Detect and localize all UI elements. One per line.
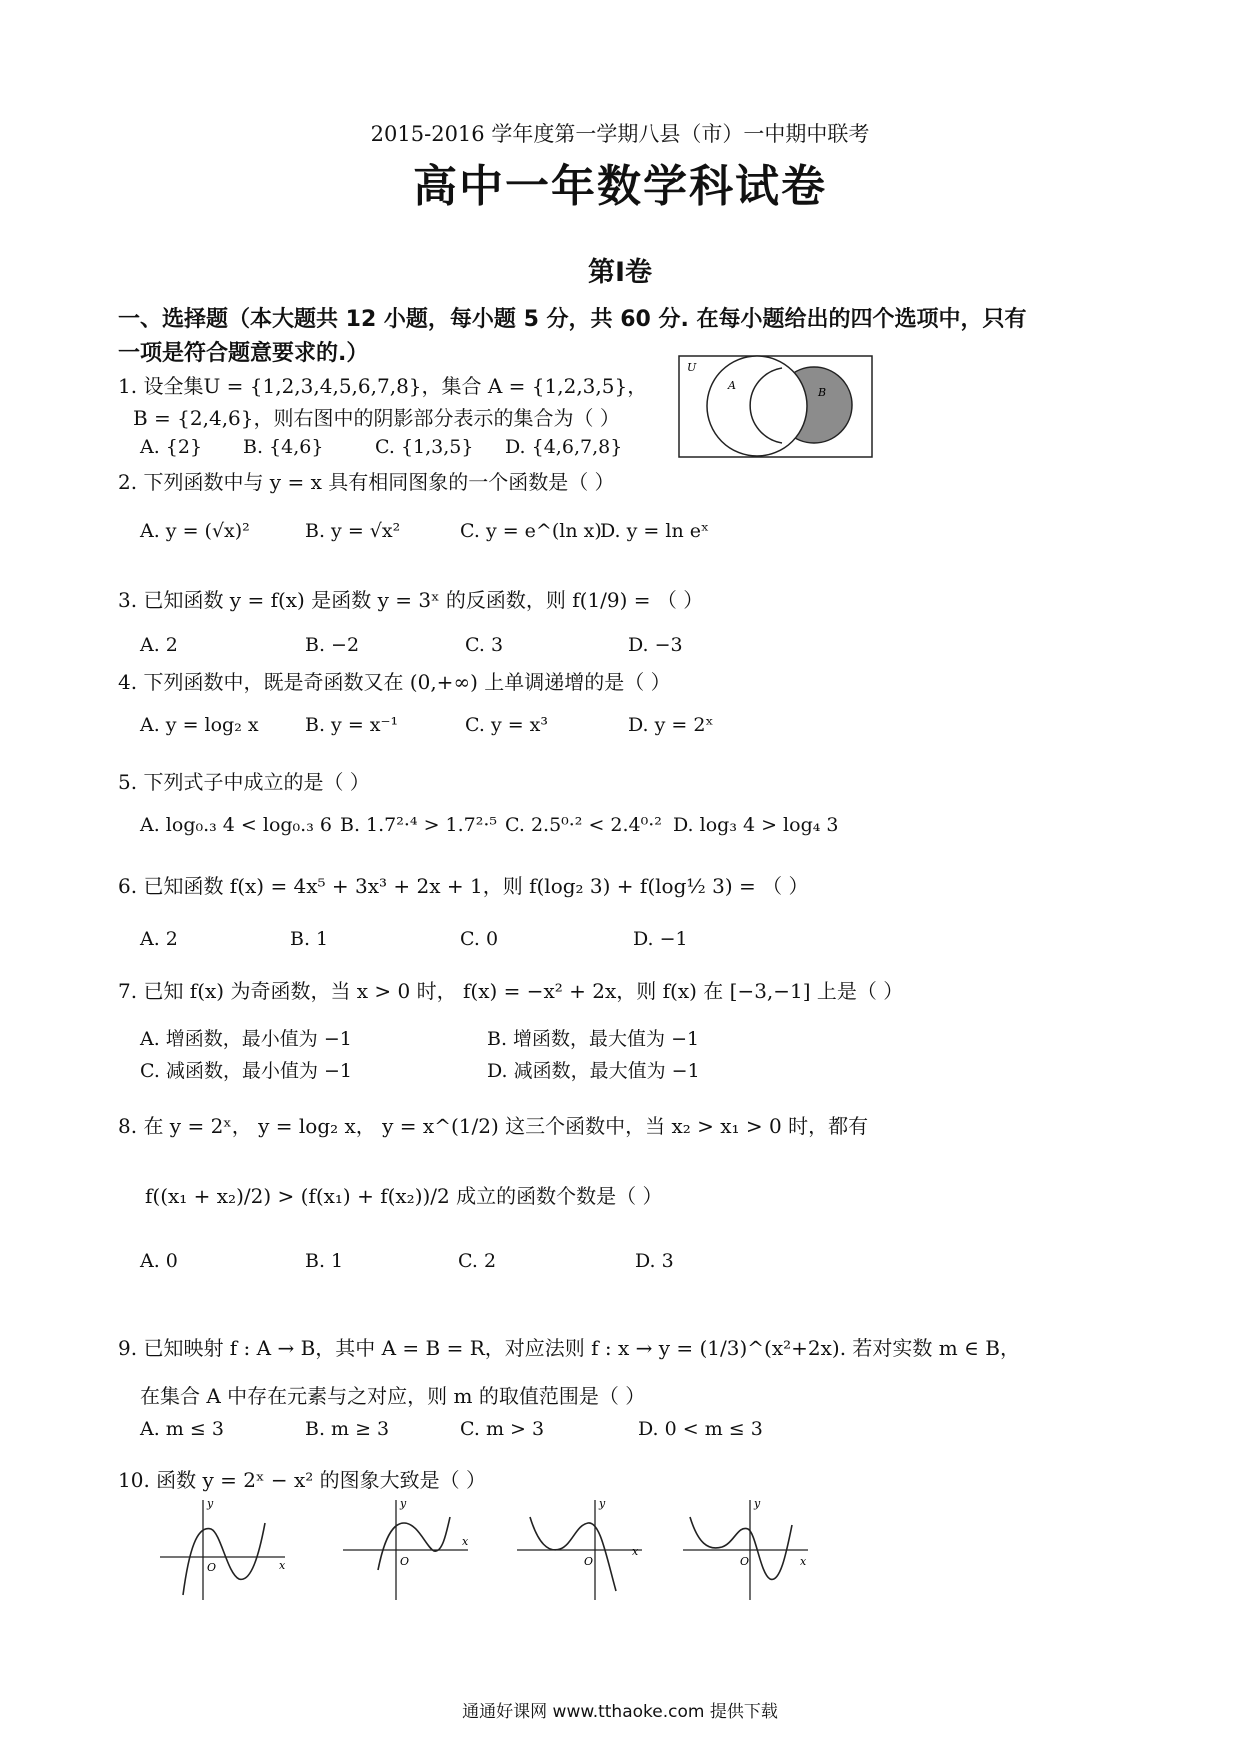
- q7-option-c: C. 减函数，最小值为 −1: [140, 1060, 352, 1082]
- q1-stem-line2: B = {2,4,6}，则右图中的阴影部分表示的集合为（ ）: [133, 406, 620, 430]
- q8-option-b: B. 1: [305, 1250, 344, 1272]
- q2-option-d: D. y = ln eˣ: [600, 520, 710, 542]
- q4-option-a: A. y = log₂ x: [140, 714, 259, 736]
- venn-b-label: B: [818, 386, 827, 399]
- q10b-x-label: x: [462, 1535, 469, 1548]
- q5-option-b: B. 1.7²·⁴ > 1.7²·⁵: [340, 814, 498, 836]
- q10b-y-label: y: [400, 1497, 407, 1510]
- q6-stem: 6. 已知函数 f(x) = 4x⁵ + 3x³ + 2x + 1，则 f(log₂ 3) + f(log½ 3) = （ ）: [118, 874, 809, 898]
- q7-stem: 7. 已知 f(x) 为奇函数，当 x > 0 时， f(x) = −x² + 2x，则 f(x) 在 [−3,−1] 上是（ ）: [118, 979, 904, 1003]
- q10d-y-label: y: [754, 1497, 761, 1510]
- q10d-x-label: x: [800, 1555, 807, 1568]
- q2-option-b: B. y = √x²: [305, 520, 401, 542]
- exam-title: 高中一年数学科试卷: [413, 161, 827, 212]
- q10d-origin: O: [740, 1555, 750, 1568]
- part-label: 第Ⅰ卷: [587, 257, 653, 288]
- q3-option-d: D. −3: [628, 634, 683, 656]
- q10a-origin: O: [207, 1561, 217, 1574]
- q10a-y-label: y: [207, 1497, 214, 1510]
- venn-diagram: [678, 355, 874, 459]
- section-heading-line2: 一项是符合题意要求的.）: [118, 341, 369, 366]
- q10a-x-label: x: [279, 1559, 286, 1572]
- q10-graph-d: [678, 1495, 818, 1605]
- venn-a-label: A: [728, 379, 736, 392]
- q8-stem: 8. 在 y = 2ˣ， y = log₂ x， y = x^(1/2) 这三个函数中，当 x₂ > x₁ > 0 时，都有: [118, 1114, 869, 1138]
- q8-option-c: C. 2: [458, 1250, 497, 1272]
- q6-option-c: C. 0: [460, 928, 499, 950]
- q1-option-c: C. {1,3,5}: [375, 436, 474, 458]
- q9-option-a: A. m ≤ 3: [140, 1418, 224, 1440]
- q9-option-b: B. m ≥ 3: [305, 1418, 390, 1440]
- q9-option-d: D. 0 < m ≤ 3: [638, 1418, 763, 1440]
- q2-option-c: C. y = e^(ln x): [460, 520, 602, 542]
- q8-option-a: A. 0: [140, 1250, 178, 1272]
- venn-u-label: U: [687, 361, 697, 374]
- q2-option-a: A. y = (√x)²: [140, 520, 250, 542]
- q4-option-b: B. y = x⁻¹: [305, 714, 399, 736]
- section-heading-line1: 一、选择题（本大题共 12 小题，每小题 5 分，共 60 分. 在每小题给出的四个选项中，只有: [118, 307, 1027, 332]
- q7-option-a: A. 增函数，最小值为 −1: [140, 1028, 352, 1050]
- q10d-curve: [690, 1517, 792, 1579]
- q5-option-a: A. log₀.₃ 4 < log₀.₃ 6: [140, 814, 332, 836]
- footer-note: 通通好课网 www.tthaoke.com 提供下载: [462, 1702, 778, 1722]
- q4-option-d: D. y = 2ˣ: [628, 714, 714, 736]
- q9-stem-line1: 9. 已知映射 f : A → B，其中 A = B = R，对应法则 f : x → y = (1/3)^(x²+2x). 若对实数 m ∈ B，: [118, 1336, 1020, 1360]
- q10c-curve: [530, 1517, 616, 1591]
- q5-option-d: D. log₃ 4 > log₄ 3: [673, 814, 839, 836]
- q10b-origin: O: [400, 1555, 410, 1568]
- q4-stem: 4. 下列函数中，既是奇函数又在 (0,+∞) 上单调递增的是（ ）: [118, 670, 671, 694]
- q10c-y-label: y: [599, 1497, 606, 1510]
- q10a-curve: [183, 1523, 265, 1595]
- q6-option-b: B. 1: [290, 928, 329, 950]
- q10-graph-a: [155, 1495, 295, 1605]
- q10b-curve: [378, 1517, 450, 1570]
- q3-option-a: A. 2: [140, 634, 178, 656]
- q10c-x-label: x: [632, 1545, 639, 1558]
- q9-stem-line2: 在集合 A 中存在元素与之对应，则 m 的取值范围是（ ）: [140, 1384, 646, 1408]
- q3-option-b: B. −2: [305, 634, 360, 656]
- q8-formula: f((x₁ + x₂)/2) > (f(x₁) + f(x₂))/2 成立的函数个数是（ ）: [145, 1184, 663, 1208]
- q1-stem-line1: 1. 设全集U = {1,2,3,4,5,6,7,8}，集合 A = {1,2,3,5}，: [118, 374, 648, 398]
- venn-set-a: [707, 356, 807, 456]
- q7-option-b: B. 增函数，最大值为 −1: [487, 1028, 700, 1050]
- q1-option-d: D. {4,6,7,8}: [505, 436, 623, 458]
- q10-graph-b: [338, 1495, 478, 1605]
- q10-stem: 10. 函数 y = 2ˣ − x² 的图象大致是（ ）: [118, 1468, 486, 1492]
- q1-option-a: A. {2}: [140, 436, 203, 458]
- q6-option-a: A. 2: [140, 928, 178, 950]
- q3-stem: 3. 已知函数 y = f(x) 是函数 y = 3ˣ 的反函数，则 f(1/9) = （ ）: [118, 588, 704, 612]
- q10c-origin: O: [584, 1555, 594, 1568]
- q5-stem: 5. 下列式子中成立的是（ ）: [118, 770, 370, 794]
- q1-option-b: B. {4,6}: [243, 436, 324, 458]
- q6-option-d: D. −1: [633, 928, 688, 950]
- q5-option-c: C. 2.5⁰·² < 2.4⁰·²: [505, 814, 662, 836]
- exam-subtitle: 2015-2016 学年度第一学期八县（市）一中期中联考: [370, 122, 870, 146]
- q3-option-c: C. 3: [465, 634, 504, 656]
- q2-stem: 2. 下列函数中与 y = x 具有相同图象的一个函数是（ ）: [118, 470, 615, 494]
- q4-option-c: C. y = x³: [465, 714, 549, 736]
- q7-option-d: D. 减函数，最大值为 −1: [487, 1060, 700, 1082]
- q10-graph-c: [512, 1495, 652, 1605]
- q8-option-d: D. 3: [635, 1250, 674, 1272]
- q9-option-c: C. m > 3: [460, 1418, 545, 1440]
